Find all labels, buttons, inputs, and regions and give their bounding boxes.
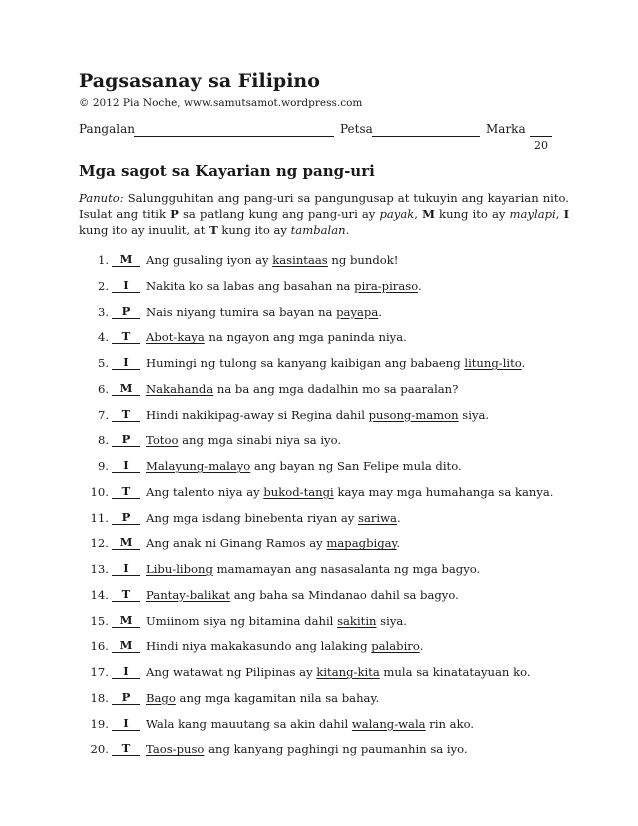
answer-blank[interactable]: I [112,355,140,370]
item-number: 1. [97,253,109,267]
item-sentence [146,252,398,268]
page-title: Pagsasanay sa Filipino [79,70,320,92]
instructions-text: . [345,223,350,237]
answer-blank[interactable]: M [112,381,140,396]
answer-blank[interactable]: M [112,252,140,267]
item-sentence [146,690,379,706]
list-item [79,252,569,278]
item-sentence [146,432,341,448]
item-sentence [146,587,459,603]
answer-blank[interactable]: P [112,690,140,705]
adjective-underlined: mapagbigay [326,536,397,551]
adjective-underlined: pusong-mamon [368,407,459,422]
list-item [79,381,569,407]
sentence-text: ng bundok! [327,253,399,267]
item-number: 4. [97,330,109,345]
score-label: Marka [486,122,526,136]
item-number: 16. [90,639,109,654]
item-sentence [146,381,458,397]
item-sentence [146,664,531,680]
sentence-text: kaya may mga humahanga sa kanya. [333,484,554,499]
instructions-text: sa patlang kung ang pang-uri ay [178,207,380,221]
name-label: Pangalan [79,122,135,136]
item-sentence [146,484,554,500]
sentence-text: . [378,304,382,319]
sentence-text: Ang watawat ng Pilipinas ay [146,665,317,679]
sentence-text: Nais niyang tumira sa bayan na [146,304,337,319]
instructions-text: Salungguhitan ang pang-uri sa pangungusap at tukuyin ang kayarian nito. Isulat ang titik [79,191,569,221]
item-sentence [146,535,400,551]
list-item [79,278,569,304]
term-maylapi: maylapi [509,207,556,221]
list-item [79,613,569,639]
sentence-text: Ang gusaling iyon ay [146,253,273,267]
adjective-underlined: pira-piraso [354,278,418,293]
sentence-text: . [417,278,422,293]
adjective-underlined: kitang-kita [316,665,380,679]
exercise-list [79,252,569,767]
item-sentence [146,278,422,294]
list-item [79,458,569,484]
sentence-text: Ang mga isdang binebenta riyan ay [146,510,358,525]
copyright-symbol: © [79,97,90,109]
adjective-underlined: litung-lito [464,356,522,370]
adjective-underlined: sakitin [337,613,377,628]
item-number: 13. [90,562,109,576]
sentence-text: ang mga sinabi niya sa iyo. [178,433,342,448]
adjective-underlined: Bago [146,690,176,705]
sentence-text: na ngayon ang mga paninda niya. [204,330,407,345]
adjective-underlined: sariwa [358,510,397,525]
section-heading: Mga sagot sa Kayarian ng pang-uri [79,162,375,180]
header-fields [79,122,569,158]
item-number: 9. [97,459,109,473]
sentence-text: ang kanyang paghingi ng paumanhin sa iyo. [204,742,468,757]
instructions-label: Panuto: [79,191,124,205]
item-number: 2. [97,278,109,293]
sentence-text: ang mga kagamitan nila sa bahay. [175,690,380,705]
item-number: 8. [97,433,109,448]
sentence-text: Nakita ko sa labas ang basahan na [146,278,355,293]
name-blank-line[interactable] [134,136,334,137]
instructions-text: kung ito ay [217,223,291,237]
sentence-text: siya. [376,613,407,628]
list-item [79,741,569,767]
item-number: 10. [90,484,109,499]
item-sentence [146,638,423,654]
sentence-text: Hindi niya makakasundo ang lalaking [146,639,372,654]
answer-blank[interactable]: I [112,664,140,679]
list-item [79,638,569,664]
adjective-underlined: Taos-puso [146,742,205,757]
sentence-text: . [521,356,526,370]
list-item [79,716,569,742]
list-item [79,432,569,458]
sentence-text: Wala kang mauutang sa akin dahil [146,716,352,731]
sentence-text: Ang anak ni Ginang Ramos ay [146,536,327,551]
list-item [79,587,569,613]
code-p: P [170,207,179,221]
instructions [79,190,569,238]
sentence-text: Humingi ng tulong sa kanyang kaibigan ang babaeng [146,356,465,370]
answer-blank[interactable]: I [112,716,140,731]
item-sentence [146,407,489,423]
list-item [79,561,569,587]
item-number: 14. [90,587,109,602]
list-item [79,510,569,536]
answer-blank[interactable]: T [112,407,140,422]
item-sentence [146,510,401,526]
list-item [79,329,569,355]
answer-blank[interactable]: T [112,741,140,756]
sentence-text: na ba ang mga dadalhin mo sa paaralan? [213,381,459,396]
code-m: M [422,207,435,221]
adjective-underlined: walang-wala [351,716,426,731]
answer-blank[interactable]: M [112,613,140,628]
sentence-text: rin ako. [425,716,475,731]
list-item [79,535,569,561]
adjective-underlined: bukod-tangi [263,484,334,499]
copyright-text: 2012 Pia Noche, www.samutsamot.wordpress.com [92,97,363,109]
item-sentence [146,355,525,371]
list-item [79,304,569,330]
score-blank-line[interactable] [530,136,552,137]
worksheet-page [79,70,569,767]
adjective-underlined: Abot-kaya [146,330,205,345]
sentence-text: Hindi nakikipag-away si Regina dahil [146,407,369,422]
sentence-text: . [396,536,401,551]
answer-blank[interactable]: I [112,458,140,473]
item-number: 11. [90,510,109,525]
answer-blank[interactable]: M [112,638,140,653]
answer-blank[interactable]: P [112,510,140,525]
answer-blank[interactable]: T [112,329,140,344]
sentence-text: mamamayan ang nasasalanta ng mga bagyo. [212,562,481,576]
answer-blank[interactable]: P [112,432,140,447]
instructions-text: kung ito ay [434,207,510,221]
adjective-underlined: Nakahanda [146,381,214,396]
item-number: 17. [90,665,109,679]
score-total: 20 [534,139,548,152]
item-sentence [146,741,468,757]
item-sentence [146,716,474,732]
adjective-underlined: payapa [336,304,379,319]
list-item [79,664,569,690]
sentence-text: ang baha sa Mindanao dahil sa bagyo. [230,587,459,602]
list-item [79,690,569,716]
answer-blank[interactable]: I [112,278,140,293]
item-number: 20. [90,742,109,757]
instructions-text: kung ito ay inuulit, at [79,223,210,237]
instructions-text: , [555,207,564,221]
item-number: 6. [97,381,109,396]
item-sentence [146,561,480,577]
sentence-text: Ang talento niya ay [146,484,264,499]
answer-blank[interactable]: T [112,587,140,602]
sentence-text: . [419,639,424,654]
sentence-text: siya. [458,407,490,422]
adjective-underlined: Totoo [146,433,179,448]
code-i: I [563,207,569,221]
item-number: 18. [90,690,109,705]
item-sentence [146,329,407,345]
code-t: T [209,223,218,237]
item-number: 19. [90,716,109,731]
adjective-underlined: Malayung-malayo [146,459,251,473]
sentence-text: . [396,510,401,525]
sentence-text: mula sa kinatatayuan ko. [379,665,531,679]
list-item [79,484,569,510]
sentence-text: Umiinom siya ng bitamina dahil [146,613,338,628]
item-sentence [146,613,407,629]
adjective-underlined: Pantay-balikat [146,587,231,602]
list-item [79,407,569,433]
instructions-text: , [414,207,423,221]
item-number: 3. [97,304,109,319]
answer-blank[interactable]: P [112,304,140,319]
item-number: 15. [90,613,109,628]
item-number: 5. [97,356,109,370]
list-item [79,355,569,381]
section-label: Petsa [340,122,373,136]
answer-blank[interactable]: M [112,535,140,550]
item-number: 12. [90,536,109,551]
copyright-line [79,96,569,110]
term-tambalan: tambalan [290,223,346,237]
answer-blank[interactable]: I [112,561,140,576]
section-blank-line[interactable] [372,136,480,137]
answer-blank[interactable]: T [112,484,140,499]
adjective-underlined: palabiro [371,639,420,654]
item-sentence [146,304,382,320]
adjective-underlined: Libu-libong [146,562,213,576]
term-payak: payak [379,207,415,221]
adjective-underlined: kasintaas [272,253,328,267]
item-sentence [146,458,462,474]
sentence-text: ang bayan ng San Felipe mula dito. [250,459,462,473]
item-number: 7. [97,407,109,422]
